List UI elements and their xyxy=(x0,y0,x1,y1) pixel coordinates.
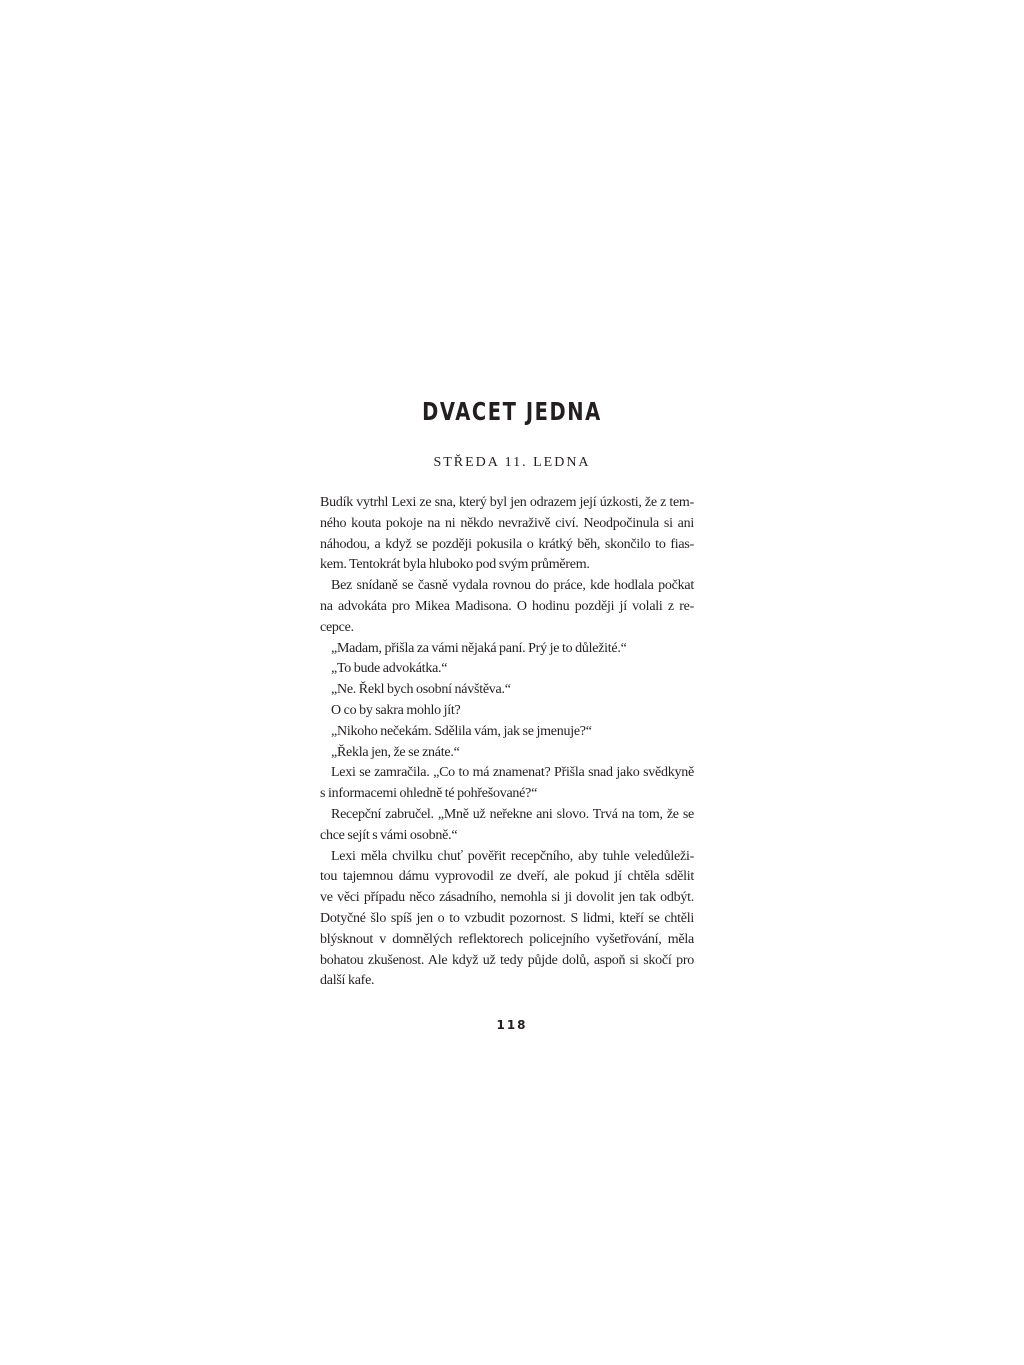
text-line: další kafe. xyxy=(320,973,375,989)
text-line: chce sejít s vámi osobně.“ xyxy=(320,827,458,843)
text-line: „Ne. Řekl bych osobní návštěva.“ xyxy=(331,682,511,698)
chapter-title: DVACET JEDNA xyxy=(422,397,602,426)
text-line: „Madam, přišla za vámi nějaká paní. Prý je to důležité.“ xyxy=(331,640,627,656)
chapter-subtitle: STŘEDA 11. LEDNA xyxy=(433,455,591,470)
text-line: „Nikoho nečekám. Sdělila vám, jak se jmenuje?“ xyxy=(331,723,592,739)
text-line: Lexi se zamračila. „Co to má znamenat? Přišla snad jako svědkyně xyxy=(331,765,694,781)
text-line: kem. Tentokrát byla hluboko pod svým průměrem. xyxy=(320,557,590,573)
text-line: blýsknout v domnělých reflektorech policejního vyšetřování, měla xyxy=(320,931,694,947)
text-line: s informacemi ohledně té pohřešované?“ xyxy=(320,786,538,802)
text-line: náhodou, a když se později pokusila o krátký běh, skončilo to fias- xyxy=(320,536,694,552)
text-line: Lexi měla chvilku chuť pověřit recepčního, aby tuhle veledůleži- xyxy=(331,848,694,864)
text-line: Bez snídaně se časně vydala rovnou do práce, kde hodlala počkat xyxy=(331,578,694,594)
text-line: tou tajemnou dámu vyprovodil ze dveří, ale pokud jí chtěla sdělit xyxy=(320,869,694,885)
text-line: ného kouta pokoje na ni někdo nevraživě civí. Neodpočinula si ani xyxy=(320,515,694,531)
text-line: bohatou zkušenost. Ale když už tedy půjde dolů, aspoň si skočí pro xyxy=(320,952,694,968)
text-line: Dotyčné šlo spíš jen o to vzbudit pozornost. S lidmi, kteří se chtěli xyxy=(320,910,694,926)
text-line: cepce. xyxy=(320,619,354,635)
text-line: Budík vytrhl Lexi ze sna, který byl jen odrazem její úzkosti, že z tem- xyxy=(320,495,694,510)
text-line: „Řekla jen, že se znáte.“ xyxy=(331,744,460,760)
page-number: 118 xyxy=(496,1018,528,1032)
text-line: ve věci případu něco zásadního, nemohla si ji dovolit jen tak odbýt. xyxy=(320,890,694,906)
text-line: „To bude advokátka.“ xyxy=(331,661,448,677)
text-line: Recepční zabručel. „Mně už neřekne ani slovo. Trvá na tom, že se xyxy=(331,806,694,822)
text-line: O co by sakra mohlo jít? xyxy=(331,702,461,718)
text-line: na advokáta pro Mikea Madisona. O hodinu později jí volali z re- xyxy=(320,598,694,614)
body-text xyxy=(320,493,694,992)
